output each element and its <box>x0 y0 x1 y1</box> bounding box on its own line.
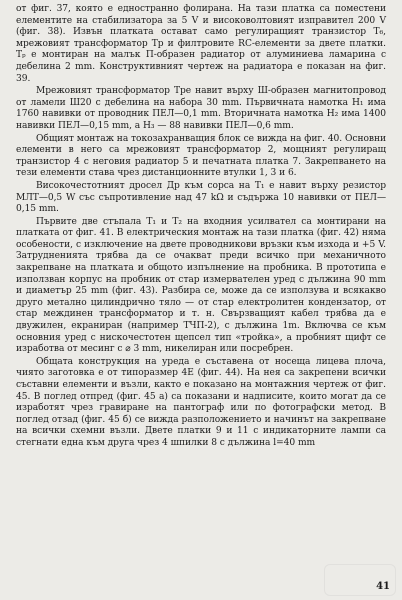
page-number: 41 <box>376 581 390 592</box>
paragraph-2: Мрежовият трансформатор Tpe навит върху Ш-образен магнитопровод от ламели Ш20 с дебелина на набора 30 mm. Първичната намотка H₁ има 1760 навивки от проводник ПЕЛ—0,1 mm. Вторичната намотка H₂ има 1400 навивки ПЕЛ—0,15 mm, а H₃ — 88 навивки ПЕЛ—0,6 mm. <box>16 86 386 131</box>
paragraph-3: Общият монтаж на токозахранващия блок се вижда на фиг. 40. Основни елементи в него са мрежовият трансформатор 2, мощният регулиращ транзистор 4 с неговия радиатор 5 и печатната платка 7. Закрепването на тези елементи става чрез дистанционните втулки 1, 3 и 6. <box>16 133 386 179</box>
paragraph-1: от фиг. 37, която е едностранно фолирана. На тази платка са поместени елементите на стабилизатора за 5 V и високоволтовият изправител 200 V (фиг. 38). Извън платката остават само регулиращият транзистор T₆, мрежовият трансформатор Tp и филтровите RC-елементи за двете платки. Tₚ е монтиран на малък П-образен радиатор от алуминиева ламарина с дебелина 2 mm. Конструктивният чертеж на радиатора е показан на фиг. 39. <box>16 4 386 84</box>
paragraph-5: Първите две стъпала T₁ и T₂ на входния усилвател са монтирани на платката от фиг. 41. В електрическия монтаж на тази платка (фиг. 42) няма особености, с изключение на двете проводникови връзки към изхода и +5 V. Затрудненията трябва да се очакват преди всичко при механичното закрепване на платката и общото изпълнение на пробника. В прототипа е използван корпус на пробник от стар измервателен уред с дължина 90 mm и диаметър 25 mm (фиг. 43). Разбира се, може да се използува и всякакво друго метално цилиндрично тяло — от стар електролитен кондензатор, от стар междинен трансформатор и т. н. Свързващият кабел трябва да е двужилен, екраниран (например ТЧП-2), с дължина 1m. Включва се към основния уред с нискочестотен щепсел тип «тройка», а пробният щифт се изработва от месинг с ⌀ 3 mm, никелиран или посребрен. <box>16 216 386 355</box>
paragraph-4: Високочестотният дросел Др към сорса на T₁ е навит върху резистор МЛТ—0,5 W със съпротивление над 47 kΩ и съдържа 10 навивки от ПЕЛ—0,15 mm. <box>16 180 386 215</box>
paragraph-6: Общата конструкция на уреда е съставена от носеща лицева плоча, чиято заготовка е от типоразмер 4Е (фиг. 44). На нея са закрепени всички съставни елементи и възли, както е показано на монтажния чертеж от фиг. 45. В поглед отпред (фиг. 45 а) са показани и надписите, които могат да се изработят чрез гравиране на пантограф или по фотографски метод. В поглед отзад (фиг. 45 б) се вижда разположението и начинът на закрепване на всички схемни възли. Двете платки 9 и 11 с индикаторните лампи са стегнати една към друга чрез 4 шпилки 8 с дължина l=40 mm <box>16 356 386 448</box>
